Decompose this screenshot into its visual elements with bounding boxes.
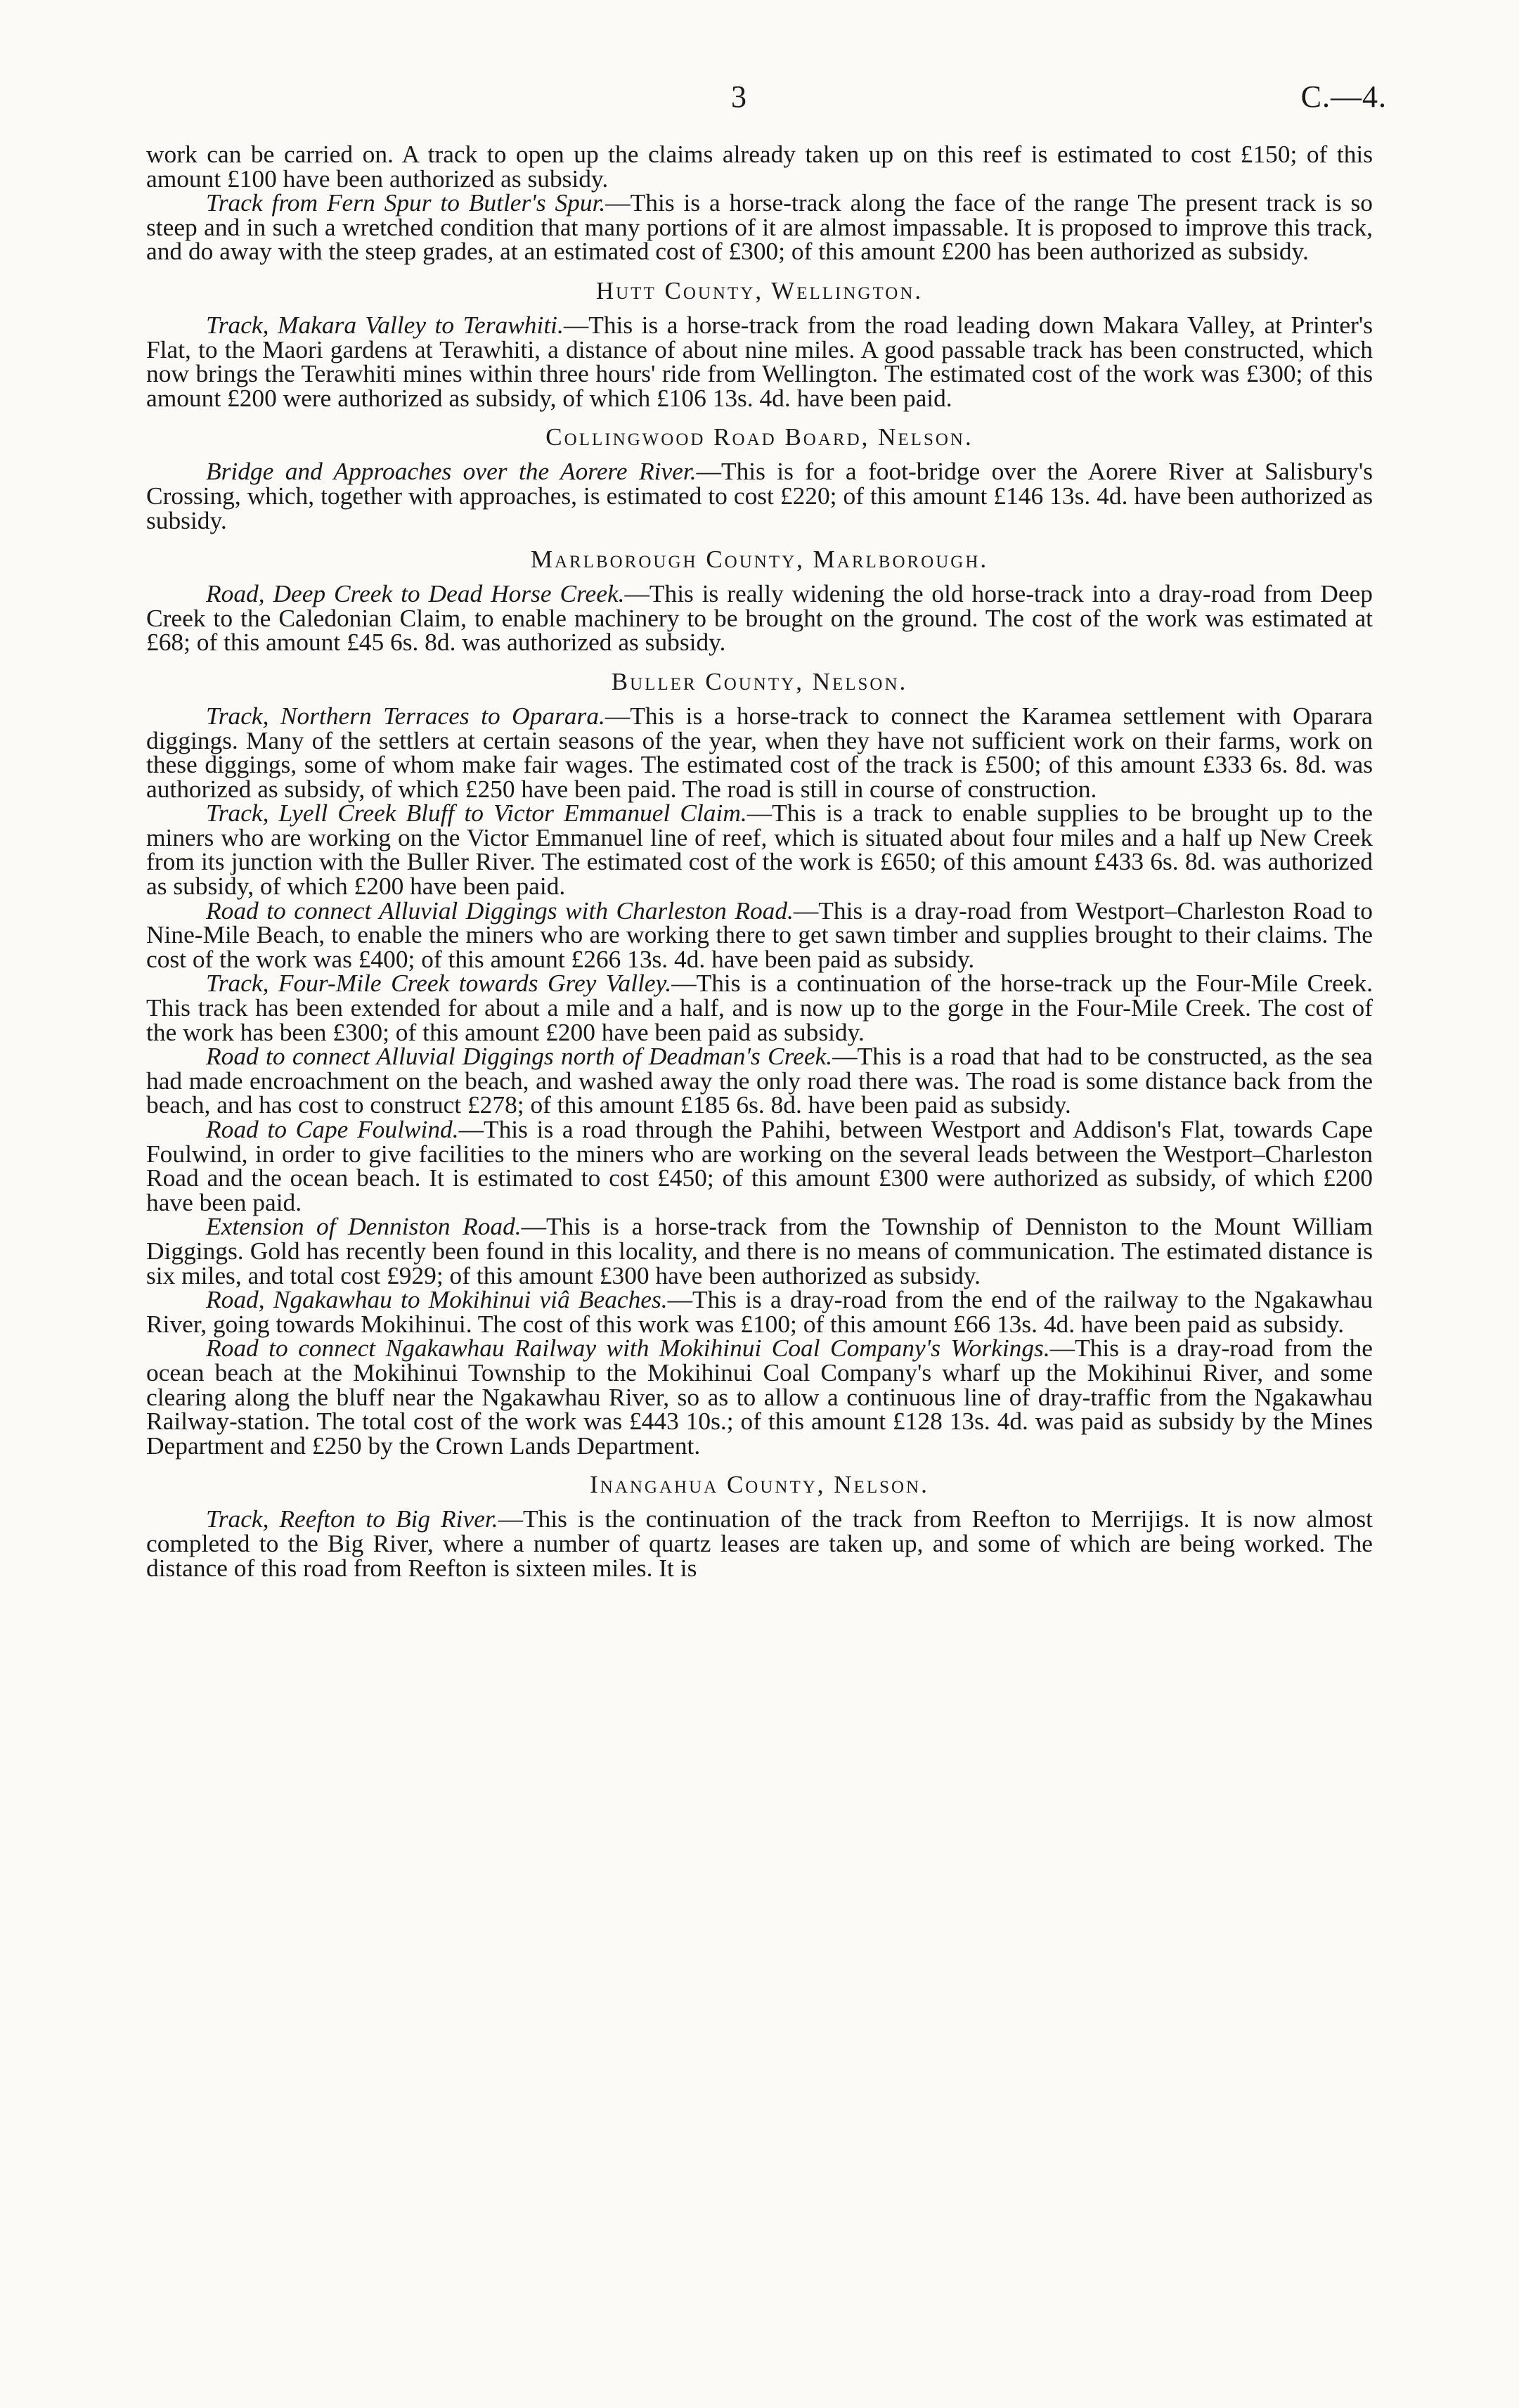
paragraph-text: —This is really widening the old horse-track into a dray-road from Deep Creek to the Caledonian Claim, to enable machinery to be brought on the ground. The cost of the work was estimated at £68; of this amount £45 6s. 8d. was authorized as subsidy. [146,579,1373,657]
paragraph-text: —This is a dray-road from Westport–Charleston Road to Nine-Mile Beach, to enable the miners who are working there to get sawn timber and supplies brought to their claims. The cost of the work was £400; of this amount £266 13s. 4d. have been paid as subsidy. [146,896,1373,973]
paragraph-title: Track, Four-Mile Creek towards Grey Valley. [206,969,672,998]
paragraph-title: Road to Cape Foulwind. [206,1115,459,1143]
paragraph [146,581,1373,655]
paragraph-title: Track from Fern Spur to Butler's Spur. [206,188,606,217]
paragraph-text: —This is a road that had to be constructed, as the sea had made encroachment on the beach, and washed away the only road there was. The road is some distance back from the beach, and has cost to construct £278; of this amount £185 6s. 8d. have been paid as subsidy. [146,1042,1373,1119]
paragraph [146,1117,1373,1214]
paragraph-text: work can be carried on. A track to open up the claims already taken up on this reef is estimated to cost £150; of this amount £100 have been authorized as subsidy. [146,140,1373,193]
paragraph-title: Road, Deep Creek to Dead Horse Creek. [206,579,625,608]
paragraph-text: —This is for a foot-bridge over the Aorere River at Salisbury's Crossing, which, together with approaches, is estimated to cost £220; of this amount £146 13s. 4d. have been authorized as subsidy. [146,457,1373,534]
paragraph-text: —This is a horse-track from the Township of Denniston to the Mount William Diggings. Gold has recently been found in this locality, and there is no means of communication. The estimated distance is six miles, and total cost £929; of this amount £300 have been authorized as subsidy. [146,1212,1373,1289]
page-header [0,79,1519,121]
paragraph-text: —This is a horse-track to connect the Karamea settlement with Oparara diggings. Many of the settlers at certain seasons of the year, when they have not sufficient work on their farms, work on these diggings, some of whom make fair wages. The estimated cost of the track is £500; of this amount £333 6s. 8d. was authorized as subsidy, of which £250 have been paid. The road is still in course of construction. [146,701,1373,803]
paragraph-title: Road to connect Ngakawhau Railway with Mokihinui Coal Company's Workings. [206,1334,1050,1363]
paragraph-title: Road, Ngakawhau to Mokihinui viâ Beaches. [206,1285,668,1314]
paragraph [146,1334,1373,1460]
paragraph-text: —This is a horse-track along the face of the range The present track is so steep and in such a wretched condition that many portions of it are almost impassable. It is proposed to improve this track, and do away with the steep grades, at an estimated cost of £300; of this amount £200 has been authorized as subsidy. [146,188,1373,266]
paragraph [146,142,1373,191]
paragraph-text: —This is a horse-track from the road leading down Makara Valley, at Printer's Flat, to the Maori gardens at Terawhiti, a distance of about nine miles. A good passable track has been constructed, which now brings the Terawhiti mines within three hours' ride from Wellington. The estimated cost of the work was £300; of this amount £200 were authorized as subsidy, of which £106 13s. 4d. have been paid. [146,310,1373,412]
paragraph [146,188,1373,266]
paragraph-text: —This is a road through the Pahihi, between Westport and Addison's Flat, towards Cape Foulwind, in order to give facilities to the miners who are working on the several leads between the Westport–Charleston Road and the ocean beach. It is estimated to cost £450; of this amount £300 were authorized as subsidy, of which £200 have been paid. [146,1115,1373,1216]
paragraph-text: —This is a dray-road from the ocean beach at the Mokihinui Township to the Mokihinui Coal Company's wharf up the Mokihinui River, and some clearing along the bluff near the Ngakawhau River, so as to allow a continuous line of dray-traffic from the Ngakawhau Railway-station. The total cost of the work was £443 10s.; of this amount £128 13s. 4d. was paid as subsidy by the Mines Department and £250 by the Crown Lands Department. [146,1334,1373,1460]
document-reference: C.—4. [1300,79,1387,114]
paragraph-text: —This is a track to enable supplies to be brought up to the miners who are working on the Victor Emmanuel line of reef, which is situated about four miles and a half up New Creek from its junction with the Buller River. The estimated cost of the work is £650; of this amount £433 6s. 8d. was authorized as subsidy, of which £200 have been paid. [146,799,1373,901]
paragraph-title: Road to connect Alluvial Diggings north of Deadman's Creek. [206,1042,833,1071]
section-heading: Marlborough County, Marlborough. [530,546,989,574]
paragraph [146,1507,1373,1580]
paragraph [146,971,1373,1044]
paragraph-title: Bridge and Approaches over the Aorere River. [206,457,697,486]
paragraph [146,1214,1373,1287]
section-heading: Hutt County, Wellington. [595,276,924,304]
paragraph-text: —This is a continuation of the horse-track up the Four-Mile Creek. This track has been extended for about a mile and a half, and is now up to the gorge in the Four-Mile Creek. The cost of the work has been £300; of this amount £200 have been paid as subsidy. [146,969,1373,1046]
section-heading: Buller County, Nelson. [611,667,908,695]
paragraph [146,799,1373,901]
paragraph-title: Track, Reefton to Big River. [206,1505,498,1533]
paragraph-title: Track, Northern Terraces to Oparara. [206,701,605,730]
paragraph-text: —This is a dray-road from the end of the railway to the Ngakawhau River, going towards Mokihinui. The cost of this work was £100; of this amount £66 13s. 4d. have been paid as subsidy. [146,1285,1373,1338]
document-body [146,142,1373,1580]
paragraph [146,1044,1373,1117]
paragraph [146,459,1373,532]
paragraph-text: —This is the continuation of the track from Reefton to Merrijigs. It is now almost completed to the Big River, where a number of quartz leases are taken up, and some of which are being worked. The distance of this road from Reefton is sixteen miles. It is [146,1505,1373,1582]
paragraph-title: Extension of Denniston Road. [206,1212,522,1241]
section-heading: Inangahua County, Nelson. [590,1471,929,1499]
paragraph-title: Track, Lyell Creek Bluff to Victor Emmanuel Claim. [206,799,747,828]
paragraph [146,1287,1373,1336]
paragraph-title: Road to connect Alluvial Diggings with Charleston Road. [206,896,794,925]
paragraph [146,701,1373,803]
paragraph-title: Track, Makara Valley to Terawhiti. [206,310,564,339]
paragraph [146,896,1373,973]
paragraph [146,310,1373,412]
page-number: 3 [731,79,746,114]
section-heading: Collingwood Road Board, Nelson. [545,423,974,451]
